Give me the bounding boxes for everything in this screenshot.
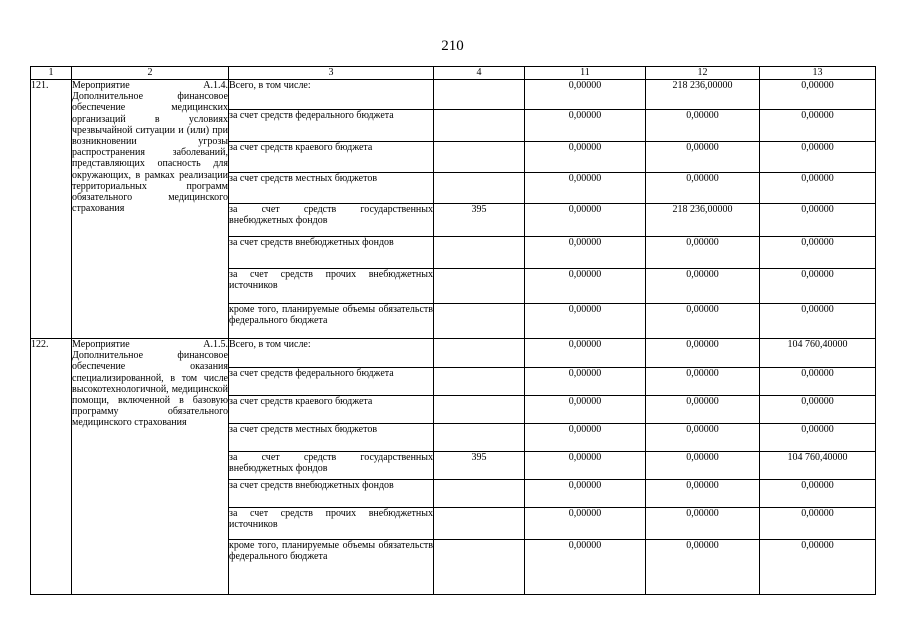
value-cell-11: 0,00000 bbox=[525, 452, 646, 480]
value-cell-12: 0,00000 bbox=[646, 237, 760, 269]
value-cell-12: 0,00000 bbox=[646, 173, 760, 204]
value-cell-11: 0,00000 bbox=[525, 237, 646, 269]
value-cell-13: 0,00000 bbox=[760, 304, 876, 339]
table-row bbox=[31, 339, 876, 368]
value-cell-11: 0,00000 bbox=[525, 368, 646, 396]
funding-source: за счет средств федерального бюджета bbox=[229, 110, 434, 142]
code-cell bbox=[434, 269, 525, 304]
code-cell bbox=[434, 424, 525, 452]
value-cell-12: 218 236,00000 bbox=[646, 204, 760, 237]
funding-source: Всего, в том числе: bbox=[229, 80, 434, 110]
value-cell-12: 0,00000 bbox=[646, 508, 760, 540]
code-cell: 395 bbox=[434, 452, 525, 480]
funding-source: кроме того, планируемые объемы обязательств федерального бюджета bbox=[229, 304, 434, 339]
value-cell-13: 0,00000 bbox=[760, 396, 876, 424]
funding-source: за счет средств государственных внебюджетных фондов bbox=[229, 204, 434, 237]
code-cell bbox=[434, 142, 525, 173]
header-cell: 12 bbox=[646, 67, 760, 80]
value-cell-12: 0,00000 bbox=[646, 339, 760, 368]
table-row bbox=[31, 80, 876, 110]
value-cell-11: 0,00000 bbox=[525, 304, 646, 339]
value-cell-11: 0,00000 bbox=[525, 396, 646, 424]
header-cell: 3 bbox=[229, 67, 434, 80]
code-cell bbox=[434, 508, 525, 540]
funding-source: за счет средств прочих внебюджетных источников bbox=[229, 508, 434, 540]
item-number: 121. bbox=[31, 80, 72, 339]
code-cell bbox=[434, 110, 525, 142]
value-cell-11: 0,00000 bbox=[525, 142, 646, 173]
value-cell-11: 0,00000 bbox=[525, 480, 646, 508]
funding-source: за счет средств прочих внебюджетных источников bbox=[229, 269, 434, 304]
funding-source: за счет средств краевого бюджета bbox=[229, 142, 434, 173]
value-cell-12: 0,00000 bbox=[646, 142, 760, 173]
measure-name: Мероприятие А.1.4. Дополнительное финансовое обеспечение медицинских организаций в условиях чрезвычайной ситуации и (или) при возникновении угрозы распространения заболеваний, представляющих опасность для окружающих, в рамках реализации территориальных программ обязательного медицинского страхования bbox=[72, 80, 229, 339]
code-cell bbox=[434, 396, 525, 424]
value-cell-12: 0,00000 bbox=[646, 269, 760, 304]
header-row bbox=[31, 67, 876, 80]
funding-source: за счет средств внебюджетных фондов bbox=[229, 237, 434, 269]
value-cell-11: 0,00000 bbox=[525, 508, 646, 540]
value-cell-13: 0,00000 bbox=[760, 142, 876, 173]
funding-source: за счет средств федерального бюджета bbox=[229, 368, 434, 396]
measure-name: Мероприятие А.1.5. Дополнительное финансовое обеспечение оказания специализированной, в том числе высокотехнологичной, медицинской помощи, включенной в базовую программу обязательного медицинского страхования bbox=[72, 339, 229, 595]
value-cell-12: 218 236,00000 bbox=[646, 80, 760, 110]
value-cell-12: 0,00000 bbox=[646, 540, 760, 595]
budget-table bbox=[30, 66, 876, 595]
item-number: 122. bbox=[31, 339, 72, 595]
funding-source: за счет средств краевого бюджета bbox=[229, 396, 434, 424]
value-cell-13: 0,00000 bbox=[760, 269, 876, 304]
value-cell-11: 0,00000 bbox=[525, 540, 646, 595]
header-cell: 13 bbox=[760, 67, 876, 80]
value-cell-12: 0,00000 bbox=[646, 424, 760, 452]
funding-source: за счет средств внебюджетных фондов bbox=[229, 480, 434, 508]
value-cell-11: 0,00000 bbox=[525, 269, 646, 304]
value-cell-13: 0,00000 bbox=[760, 480, 876, 508]
value-cell-13: 0,00000 bbox=[760, 368, 876, 396]
code-cell bbox=[434, 80, 525, 110]
header-cell: 1 bbox=[31, 67, 72, 80]
value-cell-11: 0,00000 bbox=[525, 80, 646, 110]
code-cell bbox=[434, 480, 525, 508]
value-cell-13: 0,00000 bbox=[760, 110, 876, 142]
value-cell-11: 0,00000 bbox=[525, 204, 646, 237]
funding-source: за счет средств местных бюджетов bbox=[229, 424, 434, 452]
header-cell: 11 bbox=[525, 67, 646, 80]
value-cell-11: 0,00000 bbox=[525, 424, 646, 452]
code-cell bbox=[434, 237, 525, 269]
code-cell bbox=[434, 339, 525, 368]
funding-source: Всего, в том числе: bbox=[229, 339, 434, 368]
funding-source: кроме того, планируемые объемы обязательств федерального бюджета bbox=[229, 540, 434, 595]
value-cell-11: 0,00000 bbox=[525, 339, 646, 368]
code-cell bbox=[434, 304, 525, 339]
header-cell: 4 bbox=[434, 67, 525, 80]
funding-source: за счет средств местных бюджетов bbox=[229, 173, 434, 204]
value-cell-13: 0,00000 bbox=[760, 237, 876, 269]
value-cell-12: 0,00000 bbox=[646, 480, 760, 508]
funding-source: за счет средств государственных внебюджетных фондов bbox=[229, 452, 434, 480]
value-cell-13: 0,00000 bbox=[760, 173, 876, 204]
code-cell: 395 bbox=[434, 204, 525, 237]
code-cell bbox=[434, 368, 525, 396]
value-cell-12: 0,00000 bbox=[646, 396, 760, 424]
value-cell-11: 0,00000 bbox=[525, 110, 646, 142]
value-cell-12: 0,00000 bbox=[646, 368, 760, 396]
value-cell-13: 0,00000 bbox=[760, 508, 876, 540]
code-cell bbox=[434, 173, 525, 204]
value-cell-13: 104 760,40000 bbox=[760, 452, 876, 480]
value-cell-11: 0,00000 bbox=[525, 173, 646, 204]
code-cell bbox=[434, 540, 525, 595]
value-cell-13: 0,00000 bbox=[760, 540, 876, 595]
value-cell-12: 0,00000 bbox=[646, 110, 760, 142]
page-number: 210 bbox=[441, 38, 464, 54]
value-cell-13: 104 760,40000 bbox=[760, 339, 876, 368]
table-body bbox=[31, 80, 876, 595]
value-cell-13: 0,00000 bbox=[760, 80, 876, 110]
value-cell-12: 0,00000 bbox=[646, 304, 760, 339]
value-cell-13: 0,00000 bbox=[760, 204, 876, 237]
value-cell-13: 0,00000 bbox=[760, 424, 876, 452]
header-cell: 2 bbox=[72, 67, 229, 80]
value-cell-12: 0,00000 bbox=[646, 452, 760, 480]
